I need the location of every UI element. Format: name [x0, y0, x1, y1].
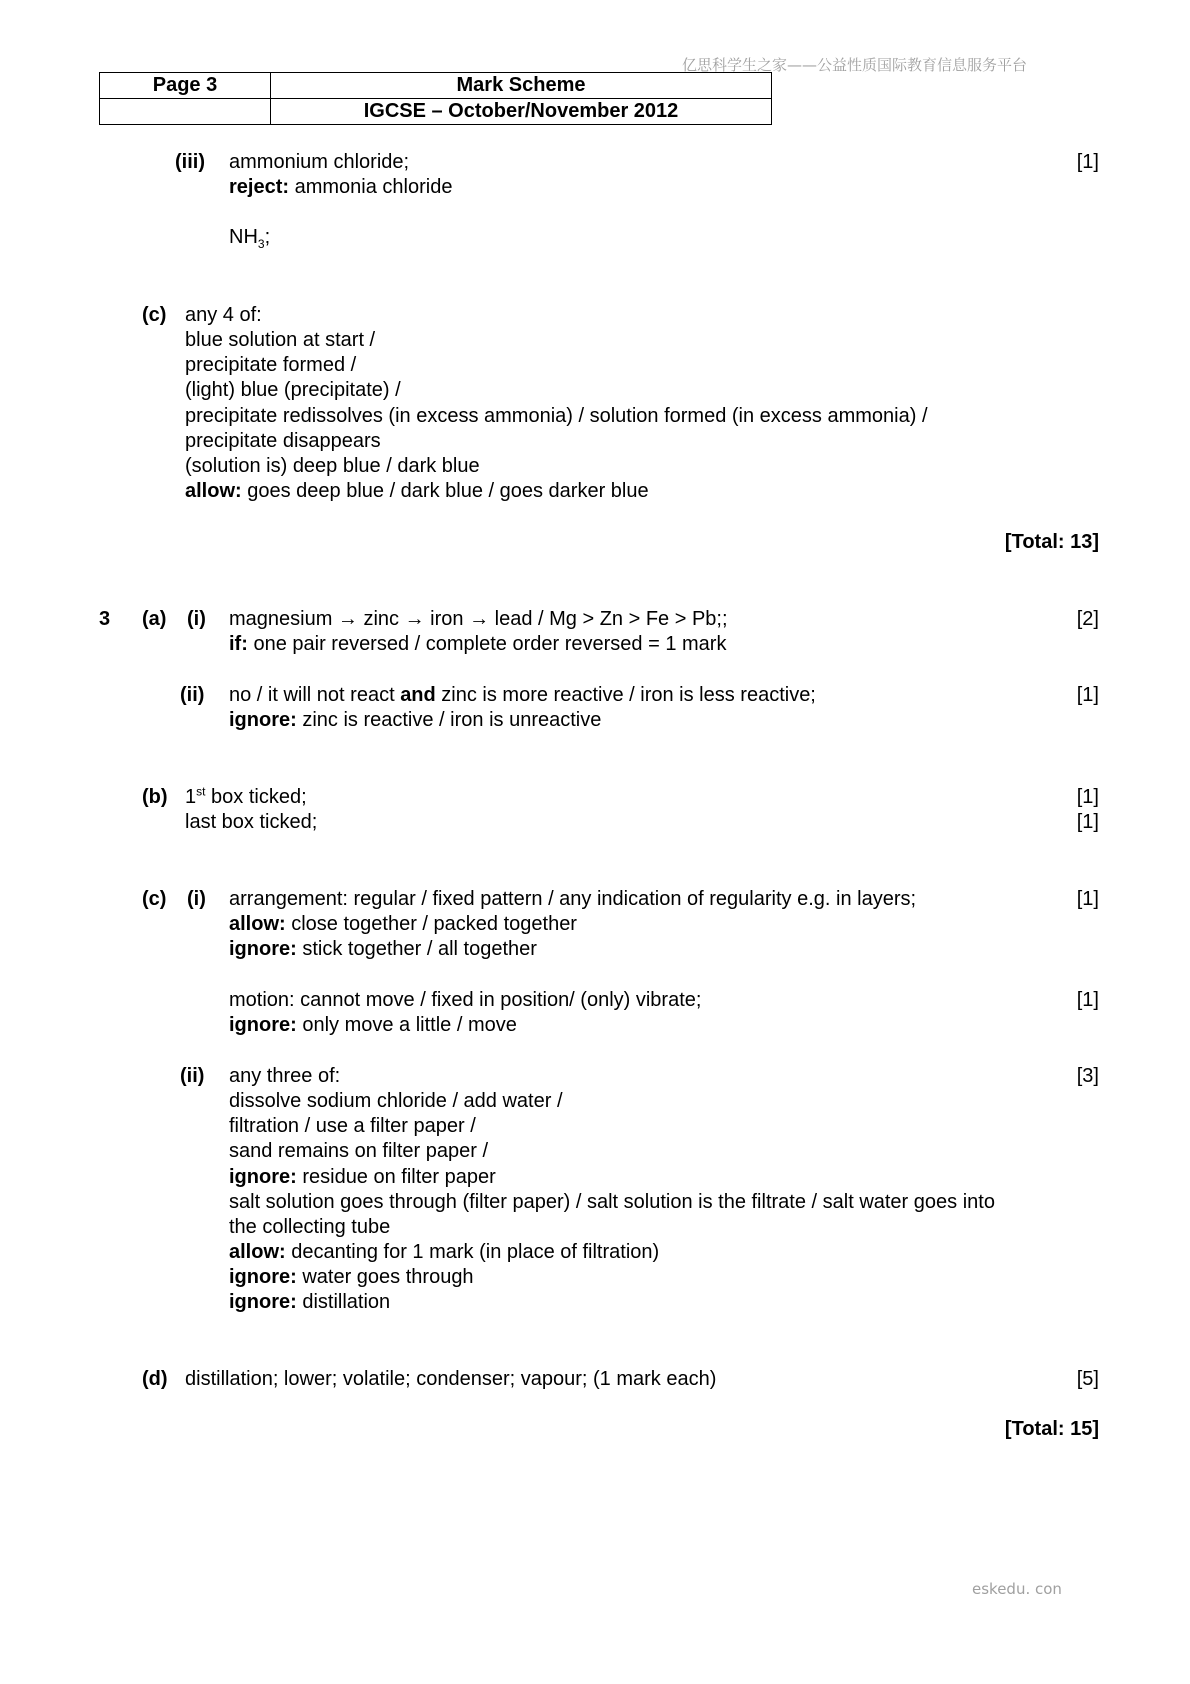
ignore-keyword: ignore:: [229, 709, 297, 731]
watermark-bottom: eskedu. con: [972, 1580, 1062, 1598]
q3-c-i-label: (i): [187, 888, 206, 910]
q3-d-label: (d): [142, 1368, 168, 1390]
q3-a-ii-label: (ii): [180, 684, 205, 706]
formula-base: NH: [229, 226, 258, 248]
page-number: Page 3: [100, 73, 271, 99]
ignore-text: zinc is reactive / iron is unreactive: [296, 709, 602, 731]
q3-a-label: (a): [142, 608, 167, 630]
ignore-text: stick together / all together: [296, 938, 537, 960]
q3-b-mark1: [1]: [1076, 786, 1099, 808]
allow-keyword: allow:: [229, 913, 286, 935]
q3-a-i-label: (i): [187, 608, 206, 630]
q3-a-i-if: [229, 632, 726, 657]
ignore-keyword: ignore:: [229, 1166, 297, 1188]
allow-keyword: allow:: [185, 480, 242, 502]
q2-c-line: precipitate formed /: [185, 354, 357, 376]
q2-c-line: precipitate redissolves (in excess ammonia) / solution formed (in excess ammonia) /: [185, 405, 928, 427]
ignore-keyword: ignore:: [229, 1266, 297, 1288]
q3-a-i-answer: magnesium → zinc → iron → lead / Mg > Zn > Fe > Pb;;: [229, 608, 728, 630]
q3-c-ii-ignore1: [229, 1165, 496, 1190]
q3-c-ii-ignore2: [229, 1265, 474, 1290]
q3-c-ii-line: dissolve sodium chloride / add water /: [229, 1090, 563, 1112]
ignore-keyword: ignore:: [229, 938, 297, 960]
q2-iii-formula: [229, 225, 270, 250]
empty-cell: [100, 99, 271, 125]
answer-part: no / it will not react: [229, 684, 401, 706]
ignore-keyword: ignore:: [229, 1014, 297, 1036]
q3-c-ii-line: salt solution goes through (filter paper) / salt solution is the filtrate / salt water goes into: [229, 1191, 995, 1213]
q3-c-i-motion: motion: cannot move / fixed in position/ (only) vibrate;: [229, 989, 702, 1011]
if-keyword: if:: [229, 633, 248, 655]
q3-c-i-mark1: [1]: [1076, 888, 1099, 910]
q2-iii-mark: [1]: [1076, 151, 1099, 173]
answer-part: zinc is more reactive / iron is less reactive;: [435, 684, 816, 706]
q2-total: [Total: 13]: [1004, 531, 1099, 553]
q3-c-ii-allow: [229, 1240, 659, 1265]
q2-c-line: precipitate disappears: [185, 430, 381, 452]
q3-c-i-allow: [229, 912, 577, 937]
q3-c-i-arrangement: arrangement: regular / fixed pattern / any indication of regularity e.g. in layers;: [229, 888, 917, 910]
allow-text: close together / packed together: [285, 913, 577, 935]
allow-keyword: allow:: [229, 1241, 286, 1263]
q2-c-label: (c): [142, 304, 167, 326]
allow-text: goes deep blue / dark blue / goes darker blue: [241, 480, 649, 502]
allow-text: decanting for 1 mark (in place of filtration): [285, 1241, 660, 1263]
header-table: [99, 72, 772, 125]
q2-iii-answer: ammonium chloride;: [229, 151, 410, 173]
ignore-text: residue on filter paper: [296, 1166, 496, 1188]
reject-text: ammonia chloride: [289, 176, 453, 198]
exam-session: IGCSE – October/November 2012: [271, 99, 772, 125]
q3-b-line1: [185, 785, 307, 810]
ignore-keyword: ignore:: [229, 1291, 297, 1313]
q2-c-line: (solution is) deep blue / dark blue: [185, 455, 480, 477]
q3-c-label: (c): [142, 888, 167, 910]
ignore-text: distillation: [296, 1291, 391, 1313]
q3-c-ii-line: any three of:: [229, 1065, 341, 1087]
q3-a-ii-answer: [229, 683, 816, 708]
q2-iii-label: (iii): [175, 151, 205, 173]
q3-c-i-ignore1: [229, 937, 537, 962]
answer-text: box ticked;: [205, 786, 307, 808]
ordinal-number: 1: [185, 786, 197, 808]
q2-c-line: blue solution at start /: [185, 329, 376, 351]
q2-c-line: (light) blue (precipitate) /: [185, 379, 401, 401]
ignore-text: only move a little / move: [296, 1014, 517, 1036]
q3-number: 3: [99, 608, 111, 630]
q3-c-ii-line: the collecting tube: [229, 1216, 391, 1238]
formula-tail: ;: [264, 226, 271, 248]
reject-keyword: reject:: [229, 176, 290, 198]
ordinal-suffix: st: [196, 784, 206, 799]
q2-c-line: any 4 of:: [185, 304, 262, 326]
q3-c-ii-mark: [3]: [1076, 1065, 1099, 1087]
q3-c-i-ignore2: [229, 1013, 517, 1038]
q3-c-ii-ignore3: [229, 1290, 390, 1315]
ignore-text: water goes through: [296, 1266, 474, 1288]
q3-d-mark: [5]: [1076, 1368, 1099, 1390]
q3-c-ii-line: sand remains on filter paper /: [229, 1140, 489, 1162]
if-text: one pair reversed / complete order reversed = 1 mark: [247, 633, 727, 655]
q2-iii-reject: [229, 175, 452, 200]
watermark-top: 亿思科学生之家——公益性质国际教育信息服务平台: [682, 56, 1028, 74]
q3-a-i-mark: [2]: [1076, 608, 1099, 630]
q3-d-answer: distillation; lower; volatile; condenser; vapour; (1 mark each): [185, 1368, 717, 1390]
q3-b-label: (b): [142, 786, 168, 808]
formula-subscript: 3: [257, 237, 265, 251]
q3-a-ii-mark: [1]: [1076, 684, 1099, 706]
q3-b-line2: last box ticked;: [185, 811, 318, 833]
q2-c-allow: [185, 479, 649, 504]
q3-b-mark2: [1]: [1076, 811, 1099, 833]
q3-c-ii-line: filtration / use a filter paper /: [229, 1115, 476, 1137]
and-keyword: and: [400, 684, 436, 706]
q3-total: [Total: 15]: [1004, 1418, 1099, 1440]
q3-a-ii-ignore: [229, 708, 601, 733]
q3-c-i-mark2: [1]: [1076, 989, 1099, 1011]
q3-c-ii-label: (ii): [180, 1065, 205, 1087]
document-title: Mark Scheme: [271, 73, 772, 99]
